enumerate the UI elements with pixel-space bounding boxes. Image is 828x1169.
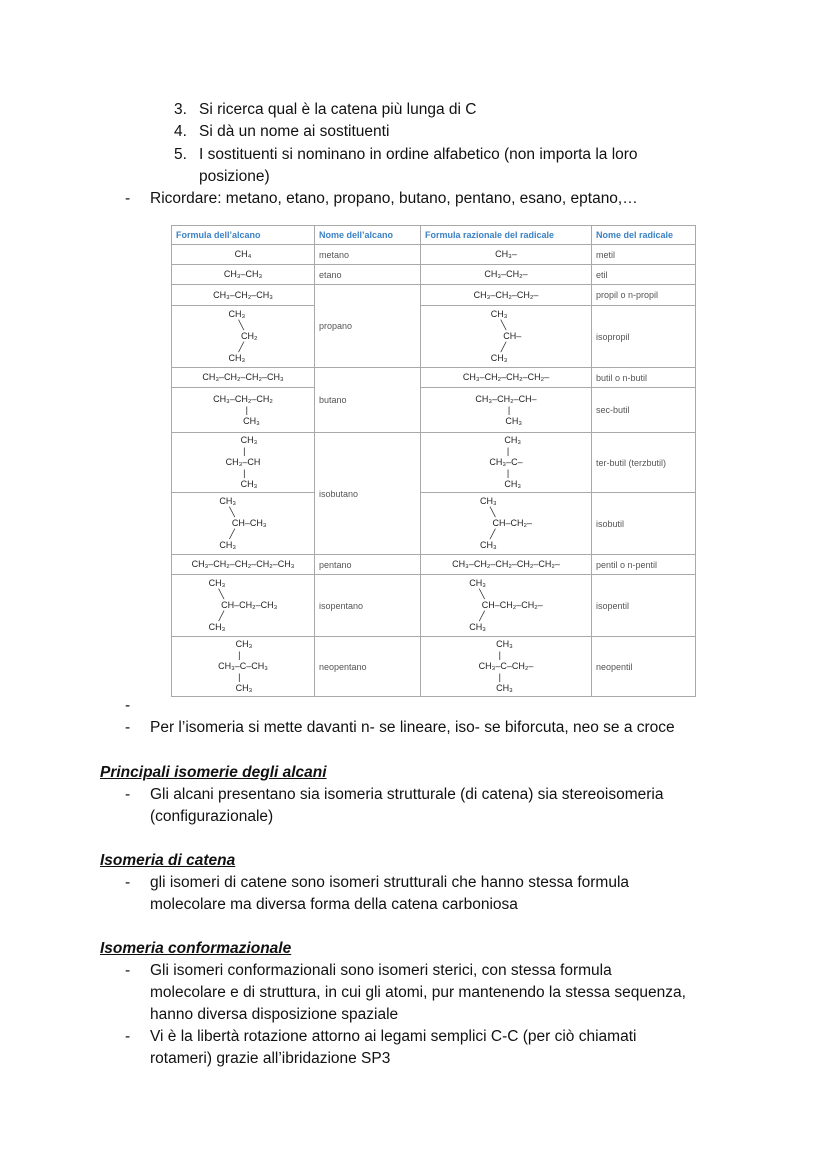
section-text: Gli isomeri conformazionali sono isomeri sterici, con stessa formula [150, 962, 612, 979]
radical-name: neopentil [592, 637, 696, 697]
radical-name: isopropil [592, 306, 696, 368]
section-text: molecolare ma diversa forma della catena carboniosa [150, 896, 518, 913]
header-radical-name: Nome del radicale [592, 226, 696, 245]
radical-formula: CH₃–CH₂–CH– | CH₃ [475, 393, 537, 426]
isomeria-prefix-text: Per l’isomeria si mette davanti n- se lineare, iso- se biforcuta, neo se a croce [150, 719, 675, 736]
alkane-formula: CH₃–CH₂–CH₂–CH₃ [202, 372, 284, 382]
alkane-formula: CH₄ [234, 249, 252, 259]
radical-formula: CH₃ ╲ CH–CH₂– ╱ CH₃ [479, 496, 532, 550]
alkane-formula: CH₃ | CH₃–CH | CH₃ [225, 435, 261, 489]
radical-formula: CH₃ | CH₃–C–CH₂– | CH₃ [478, 639, 534, 693]
header-alkane-name: Nome dell’alcano [315, 226, 421, 245]
alkane-table [171, 225, 695, 695]
radical-name: isobutil [592, 493, 696, 555]
bullet-dash: - [125, 962, 131, 979]
section-text: rotameri) grazie all’ibridazione SP3 [150, 1050, 391, 1067]
list-number-3: 3. [174, 101, 187, 118]
bullet-dash-empty: - [125, 697, 131, 714]
radical-formula: CH₃ | CH₃–C– | CH₃ [489, 435, 523, 489]
alkane-formula: CH₃–CH₂–CH₂ | CH₃ [213, 393, 273, 426]
alkane-name: etano [315, 265, 421, 285]
alkane-name: metano [315, 245, 421, 265]
alkane-formula: CH₃ | CH₃–C–CH₃ | CH₃ [218, 639, 268, 693]
section-text: hanno diversa disposizione spaziale [150, 1006, 399, 1023]
bullet-dash: - [125, 719, 131, 736]
remember-text: Ricordare: metano, etano, propano, butano, pentano, esano, eptano,… [150, 190, 638, 207]
list-number-5: 5. [174, 146, 187, 163]
list-item-4: Si dà un nome ai sostituenti [199, 123, 390, 140]
alkane-formula: CH₃ ╲ CH–CH₂–CH₃ ╱ CH₃ [208, 578, 278, 632]
section-text: gli isomeri di catene sono isomeri strutturali che hanno stessa formula [150, 874, 630, 891]
radical-formula: CH₃ ╲ CH– ╱ CH₃ [490, 309, 522, 363]
radical-formula: CH₃–CH₂–CH₂– [473, 289, 539, 300]
alkane-formula: CH₃–CH₃ [223, 269, 263, 279]
section-title-conformazionale: Isomeria conformazionale [100, 940, 292, 957]
alkane-name: neopentano [315, 637, 421, 697]
alkane-formula: CH₃ ╲ CH₂ ╱ CH₃ [228, 309, 258, 363]
radical-name: sec-butil [592, 388, 696, 433]
alkane-name: propano [315, 285, 421, 368]
radical-formula: CH₃–CH₂– [484, 269, 528, 279]
list-item-3: Si ricerca qual è la catena più lunga di C [199, 101, 477, 118]
header-radical-formula: Formula razionale del radicale [421, 226, 592, 245]
radical-name: ter-butil (terzbutil) [592, 433, 696, 493]
radical-name: propil o n-propil [592, 285, 696, 306]
section-text: Vi è la libertà rotazione attorno ai legami semplici C-C (per ciò chiamati [150, 1028, 637, 1045]
section-title-catena: Isomeria di catena [100, 852, 236, 869]
alkane-formula: CH₃–CH₂–CH₂–CH₂–CH₃ [191, 559, 295, 569]
radical-formula: CH₃–CH₂–CH₂–CH₂–CH₂– [452, 559, 560, 569]
radical-name: isopentil [592, 575, 696, 637]
bullet-dash: - [125, 190, 131, 207]
section-title-principali: Principali isomerie degli alcani [100, 764, 327, 781]
alkane-name: pentano [315, 555, 421, 575]
list-number-4: 4. [174, 123, 187, 140]
radical-name: pentil o n-pentil [592, 555, 696, 575]
list-item-5-cont: posizione) [199, 168, 270, 185]
radical-formula: CH₃– [495, 249, 517, 259]
list-item-5: I sostituenti si nominano in ordine alfabetico (non importa la loro [199, 146, 638, 163]
header-alkane-formula: Formula dell’alcano [172, 226, 315, 245]
bullet-dash: - [125, 1028, 131, 1045]
bullet-dash: - [125, 786, 131, 803]
section-text: molecolare e di struttura, in cui gli atomi, pur mantenendo la stessa sequenza, [150, 984, 686, 1001]
radical-name: etil [592, 265, 696, 285]
alkane-formula: CH₃–CH₂–CH₃ [213, 289, 273, 300]
alkane-name: butano [315, 368, 421, 433]
alkane-name: isobutano [315, 433, 421, 555]
radical-formula: CH₃–CH₂–CH₂–CH₂– [462, 372, 550, 382]
radical-formula: CH₃ ╲ CH–CH₂–CH₂– ╱ CH₃ [469, 578, 543, 632]
section-text: Gli alcani presentano sia isomeria strutturale (di catena) sia stereoisomeria [150, 786, 664, 803]
radical-name: butil o n-butil [592, 368, 696, 388]
alkane-name: isopentano [315, 575, 421, 637]
alkane-formula: CH₃ ╲ CH–CH₃ ╱ CH₃ [219, 496, 267, 550]
bullet-dash: - [125, 874, 131, 891]
section-text: (configurazionale) [150, 808, 274, 825]
radical-name: metil [592, 245, 696, 265]
